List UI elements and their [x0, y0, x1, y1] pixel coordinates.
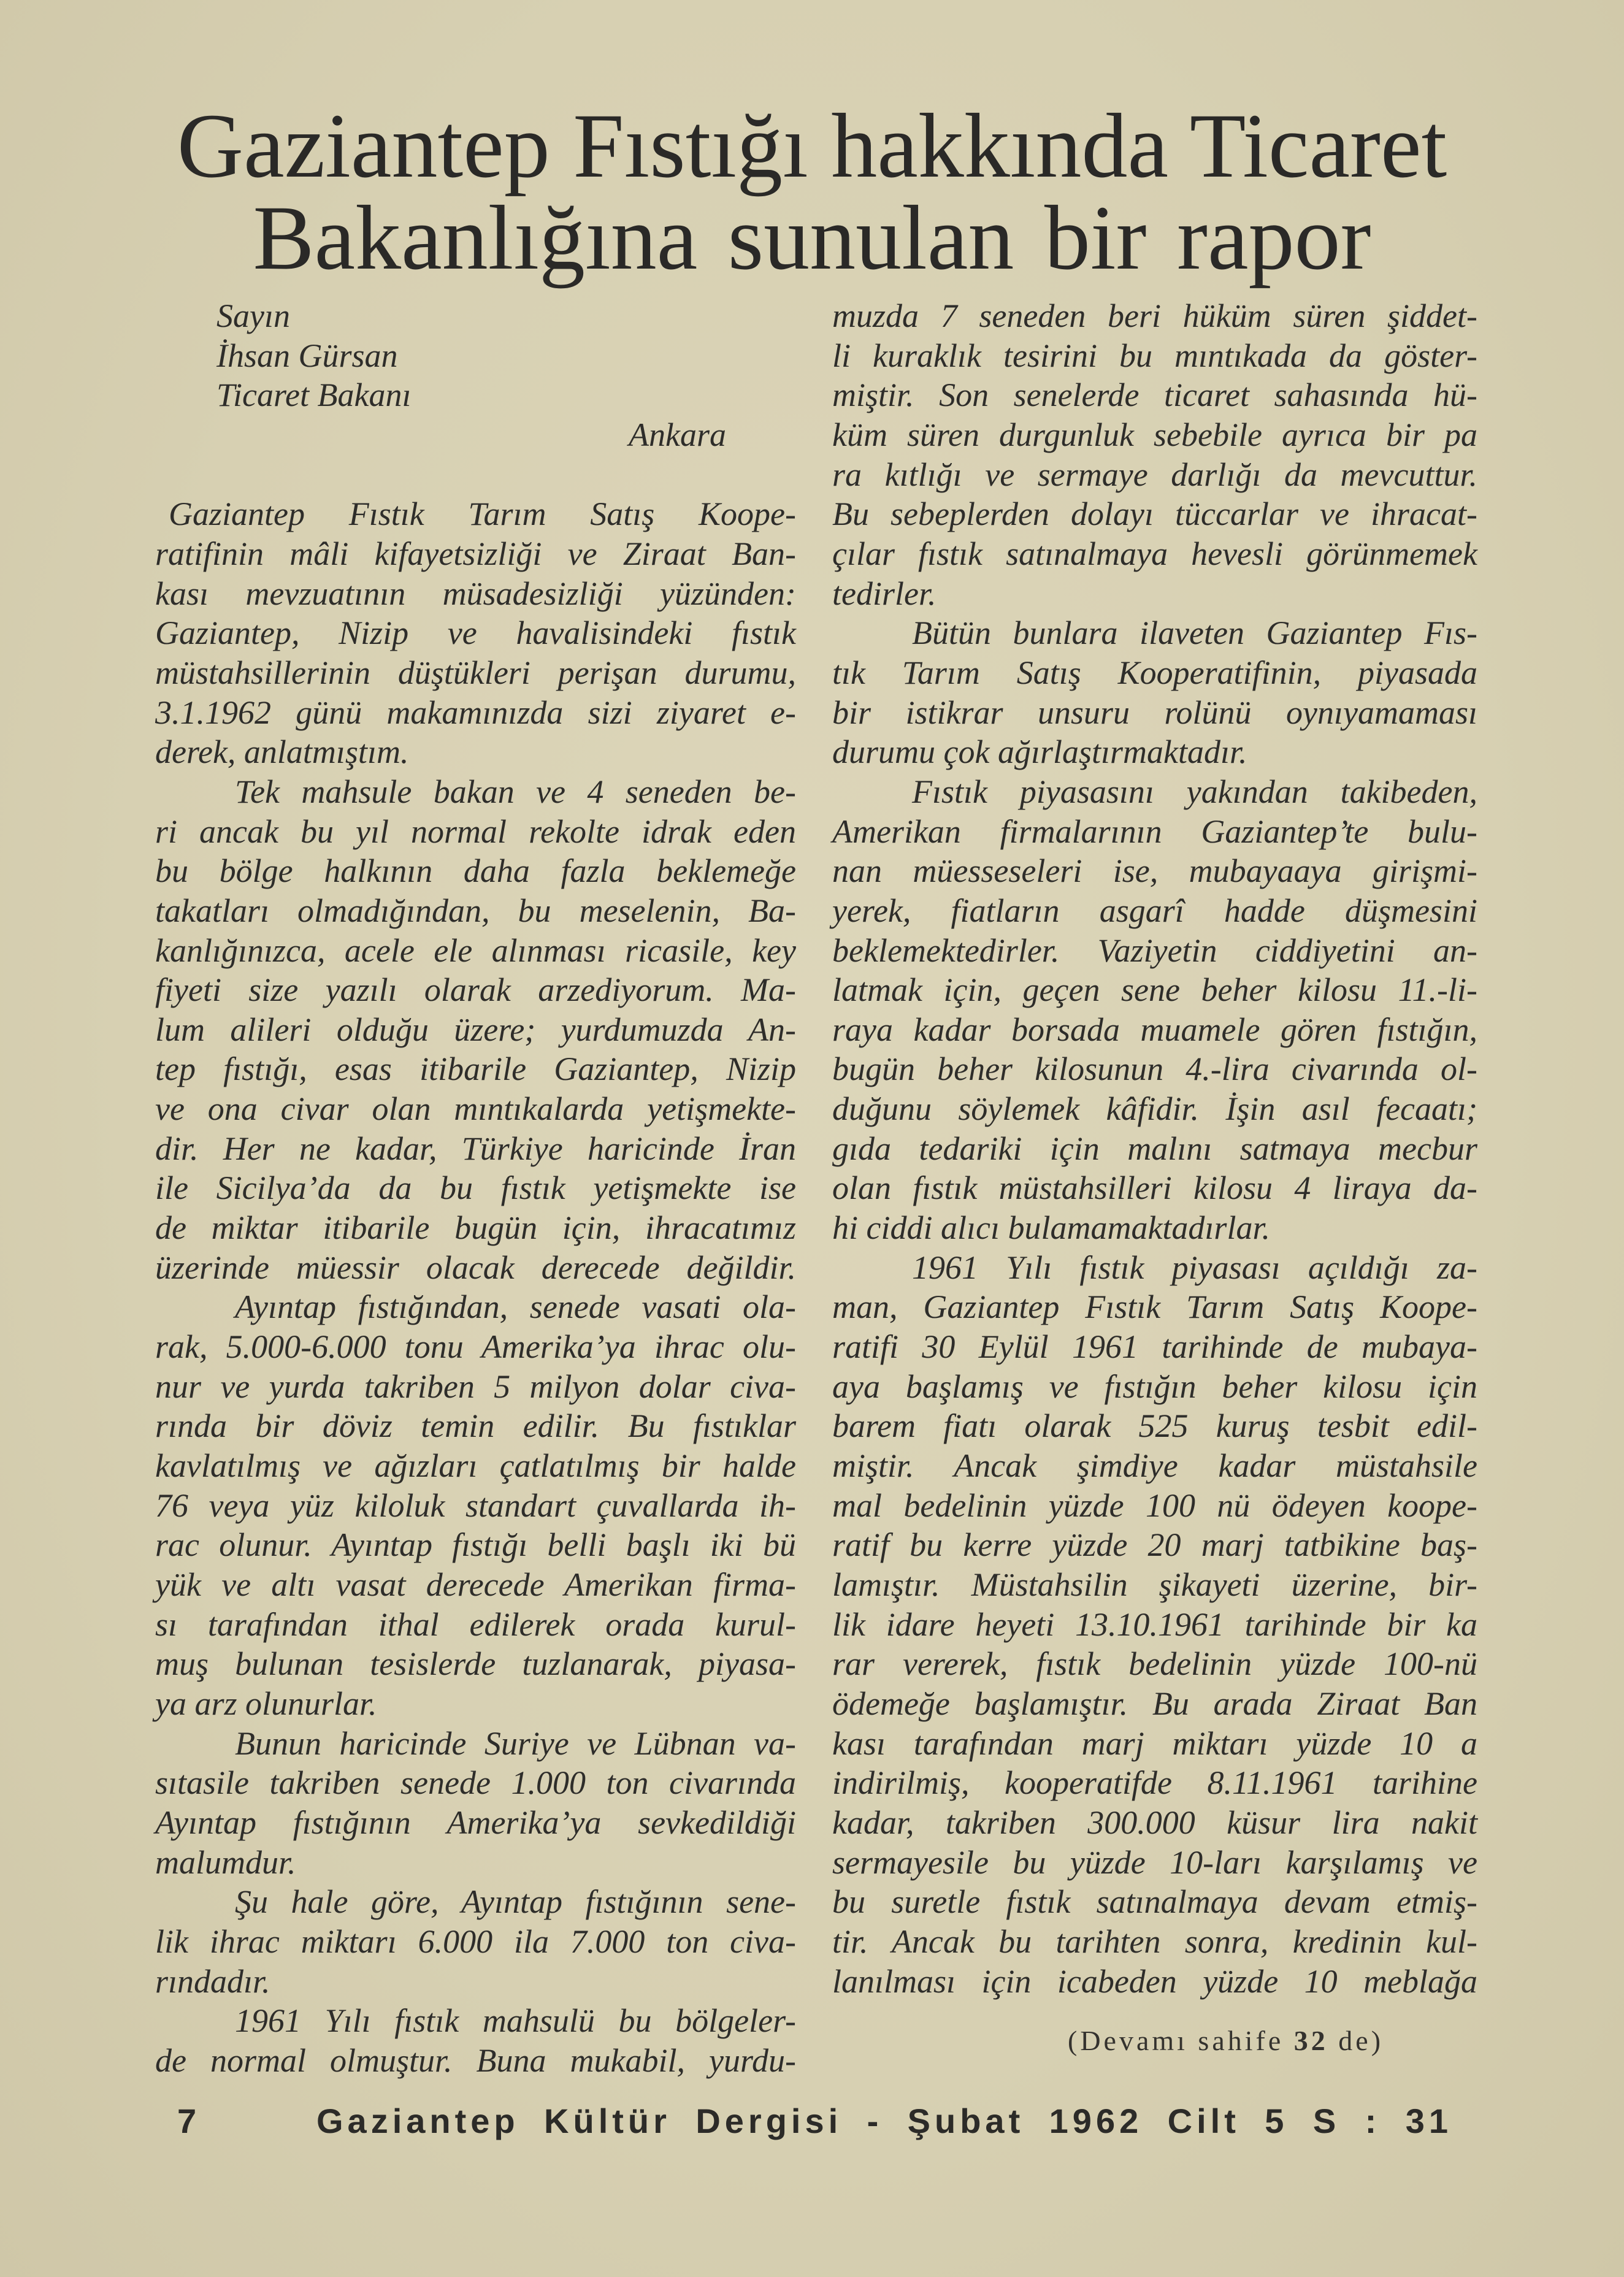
text-line: küm süren durgunluk sebebile ayrıca bir pa: [832, 416, 1477, 453]
text-line: rac olunur. Ayıntap fıstığı belli başlı iki bü: [155, 1526, 796, 1564]
text-line: ödemeğe başlamıştır. Bu arada Ziraat Ban: [832, 1685, 1477, 1722]
page-number: 7: [177, 2102, 197, 2140]
text-line: müstahsillerinin düştükleri perişan durumu,: [155, 654, 796, 691]
text-line: li kuraklık tesirini bu mıntıkada da göster-: [832, 337, 1477, 374]
text-line: ratif bu kerre yüzde 20 marj tatbikine baş-: [832, 1526, 1477, 1564]
text-line: Fıstık piyasasını yakından takibeden,: [912, 773, 1477, 810]
text-line: üzerinde müessir olacak derecede değildir.: [155, 1249, 796, 1286]
text-line: Amerikan firmalarının Gaziantep’te bulu-: [832, 813, 1477, 850]
continuation-suffix: de): [1338, 2025, 1384, 2056]
text-line: derek, anlatmıştım.: [155, 733, 409, 771]
continuation-prefix: (Devamı sahife: [1068, 2025, 1284, 2056]
text-line: indirilmiş, kooperatifde 8.11.1961 tarihine: [832, 1764, 1477, 1802]
address-salutation: Sayın: [216, 297, 290, 334]
spacer: [155, 455, 796, 495]
text-line: gıda tedariki için malını satmaya mecbur: [832, 1130, 1477, 1167]
text-line: ile Sicilya’da da bu fıstık yetişmekte ise: [155, 1169, 796, 1207]
address-name: İhsan Gürsan: [216, 337, 398, 374]
text-line: kadar, takriben 300.000 küsur lira nakit: [832, 1804, 1477, 1841]
text-line: bu bölge halkının daha fazla beklemeğe: [155, 852, 796, 890]
text-line: ve ona civar olan mıntıkalarda yetişmekte-: [155, 1090, 796, 1128]
text-line: 1961 Yılı fıstık mahsulü bu bölgeler-: [235, 2002, 796, 2040]
text-line: lik idare heyeti 13.10.1961 tarihinde bir ka: [832, 1605, 1477, 1643]
text-line: Tek mahsule bakan ve 4 seneden be-: [235, 773, 796, 810]
text-line: yük ve altı vasat derecede Amerikan firma-: [155, 1566, 796, 1603]
paragraph: [832, 296, 1477, 613]
text-line: aya başlamış ve fıstığın beher kilosu için: [832, 1368, 1477, 1405]
paragraph: [155, 1724, 796, 1883]
text-line: miştir. Ancak şimdiye kadar müstahsile: [832, 1447, 1477, 1485]
text-line: Bu sebeplerden dolayı tüccarlar ve ihracat-: [832, 496, 1477, 533]
text-line: durumu çok ağırlaştırmaktadır.: [832, 733, 1247, 771]
text-line: sermayesile bu yüzde 10-ları karşılamış ve: [832, 1843, 1477, 1881]
text-line: rındadır.: [155, 1962, 270, 2000]
text-line: lik ihrac miktarı 6.000 ila 7.000 ton civa-: [155, 1923, 796, 1960]
continuation-note: [1068, 2021, 1384, 2061]
text-line: tir. Ancak bu tarihten sonra, kredinin kul-: [832, 1923, 1477, 1960]
text-line: Bunun haricinde Suriye ve Lübnan va-: [235, 1724, 796, 1762]
text-line: nur ve yurda takriben 5 milyon dolar civa-: [155, 1368, 796, 1405]
text-line: tık Tarım Satış Kooperatifinin, piyasada: [832, 654, 1477, 691]
text-line: kası tarafından marj miktarı yüzde 10 a: [832, 1724, 1477, 1762]
paragraph: [155, 1287, 796, 1723]
text-line: hi ciddi alıcı bulamamaktadırlar.: [832, 1209, 1270, 1247]
text-line: Gaziantep Fıstık Tarım Satış Koope-: [169, 496, 796, 533]
text-line: nan müesseseleri ise, mubayaaya girişmi-: [832, 852, 1477, 890]
text-line: muş bulunan tesislerde tuzlanarak, piyasa-: [155, 1645, 796, 1683]
text-line: rar vererek, fıstık bedelinin yüzde 100-nü: [832, 1645, 1477, 1683]
text-line: kavlatılmış ve ağızları çatlatılmış bir halde: [155, 1447, 796, 1485]
text-line: ri ancak bu yıl normal rekolte idrak eden: [155, 813, 796, 850]
text-line: barem fiatı olarak 525 kuruş tesbit edil-: [832, 1407, 1477, 1445]
text-line: bu suretle fıstık satınalmaya devam etmiş-: [832, 1883, 1477, 1921]
right-column: [832, 296, 1477, 2001]
text-line: ratifinin mâli kifayetsizliği ve Ziraat Ban-: [155, 535, 796, 572]
text-line: 76 veya yüz kiloluk standart çuvallarda ih-: [155, 1487, 796, 1524]
paragraph: [155, 2001, 796, 2080]
text-line: latmak için, geçen sene beher kilosu 11.-li-: [832, 971, 1477, 1009]
text-line: 3.1.1962 günü makamınızda sizi ziyaret e-: [155, 694, 796, 731]
text-line: ratifi 30 Eylül 1961 tarihinde de mubaya-: [832, 1328, 1477, 1366]
text-line: Gaziantep, Nizip ve havalisindeki fıstık: [155, 614, 796, 652]
paragraph: [832, 1248, 1477, 2001]
text-line: kanlığınızca, acele ele alınması ricasile, key: [155, 932, 796, 969]
text-line: tep fıstığı, esas itibarile Gaziantep, Nizip: [155, 1050, 796, 1088]
text-line: sıtasile takriben senede 1.000 ton civarında: [155, 1764, 796, 1802]
text-line: Ayıntap fıstığından, senede vasati ola-: [235, 1288, 796, 1326]
text-line: de miktar itibarile bugün için, ihracatımız: [155, 1209, 796, 1247]
text-line: mal bedelinin yüzde 100 nü ödeyen koope-: [832, 1487, 1477, 1524]
left-column: [155, 296, 796, 2081]
text-line: raya kadar borsada muamele gören fıstığın,: [832, 1011, 1477, 1048]
paragraph: [155, 494, 796, 772]
footer-publication-info: Gaziantep Kültür Dergisi - Şubat 1962 Cilt 5 S : 31: [316, 2102, 1452, 2140]
text-line: çılar fıstık satınalmaya hevesli görünmemek: [832, 535, 1477, 572]
text-line: olan fıstık müstahsilleri kilosu 4 liraya da-: [832, 1169, 1477, 1207]
text-line: Şu hale göre, Ayıntap fıstığının sene-: [235, 1883, 796, 1921]
text-line: ya arz olunurlar.: [155, 1685, 377, 1722]
text-line: 1961 Yılı fıstık piyasası açıldığı za-: [912, 1249, 1477, 1286]
continuation-page: 32: [1293, 2025, 1328, 2056]
text-line: lamıştır. Müstahsilin şikayeti üzerine, bir-: [832, 1566, 1477, 1603]
text-line: muzda 7 seneden beri hüküm süren şiddet-: [832, 297, 1477, 334]
text-line: Bütün bunlara ilaveten Gaziantep Fıs-: [912, 614, 1477, 652]
address-block: [155, 296, 796, 455]
text-line: ra kıtlığı ve sermaye darlığı da mevcuttur.: [832, 456, 1477, 493]
text-line: beklemektedirler. Vaziyetin ciddiyetini an-: [832, 932, 1477, 969]
text-line: rak, 5.000-6.000 tonu Amerika’ya ihrac olu-: [155, 1328, 796, 1366]
title-line-1: Gaziantep Fıstığı hakkında Ticaret: [177, 95, 1447, 197]
text-line: miştir. Son senelerde ticaret sahasında hü-: [832, 377, 1477, 414]
text-line: sı tarafından ithal edilerek orada kurul-: [155, 1605, 796, 1643]
text-line: yerek, fiatların asgarî hadde düşmesini: [832, 892, 1477, 929]
text-line: tedirler.: [832, 575, 936, 612]
text-line: Ayıntap fıstığının Amerika’ya sevkedildiği: [155, 1804, 796, 1841]
text-line: bir istikrar unsuru rolünü oynıyamaması: [832, 694, 1477, 731]
paragraph: [155, 772, 796, 1288]
title-line-2: Bakanlığına sunulan bir rapor: [253, 187, 1371, 289]
text-line: man, Gaziantep Fıstık Tarım Satış Koope-: [832, 1288, 1477, 1326]
text-line: duğunu söylemek kâfidir. İşin asıl fecaatı;: [832, 1090, 1477, 1128]
text-line: fiyeti size yazılı olarak arzediyorum. Ma-: [155, 971, 796, 1009]
paragraph: [155, 1882, 796, 2001]
paragraph: [832, 613, 1477, 772]
paragraph: [832, 772, 1477, 1248]
text-line: bugün beher kilosunun 4.-lira civarında ol-: [832, 1050, 1477, 1088]
text-line: kası mevzuatının müsadesizliği yüzünden:: [155, 575, 796, 612]
address-position: Ticaret Bakanı: [216, 377, 412, 414]
text-line: lanılması için icabeden yüzde 10 meblağa: [832, 1962, 1477, 2000]
article-title: [0, 95, 1624, 289]
address-city: Ankara: [629, 416, 726, 453]
text-line: dir. Her ne kadar, Türkiye haricinde İran: [155, 1130, 796, 1167]
text-line: de normal olmuştur. Buna mukabil, yurdu-: [155, 2042, 796, 2079]
text-line: rında bir döviz temin edilir. Bu fıstıklar: [155, 1407, 796, 1445]
text-line: takatları olmadığından, bu meselenin, Ba-: [155, 892, 796, 929]
text-line: malumdur.: [155, 1843, 296, 1881]
text-line: lum alileri olduğu üzere; yurdumuzda An-: [155, 1011, 796, 1048]
